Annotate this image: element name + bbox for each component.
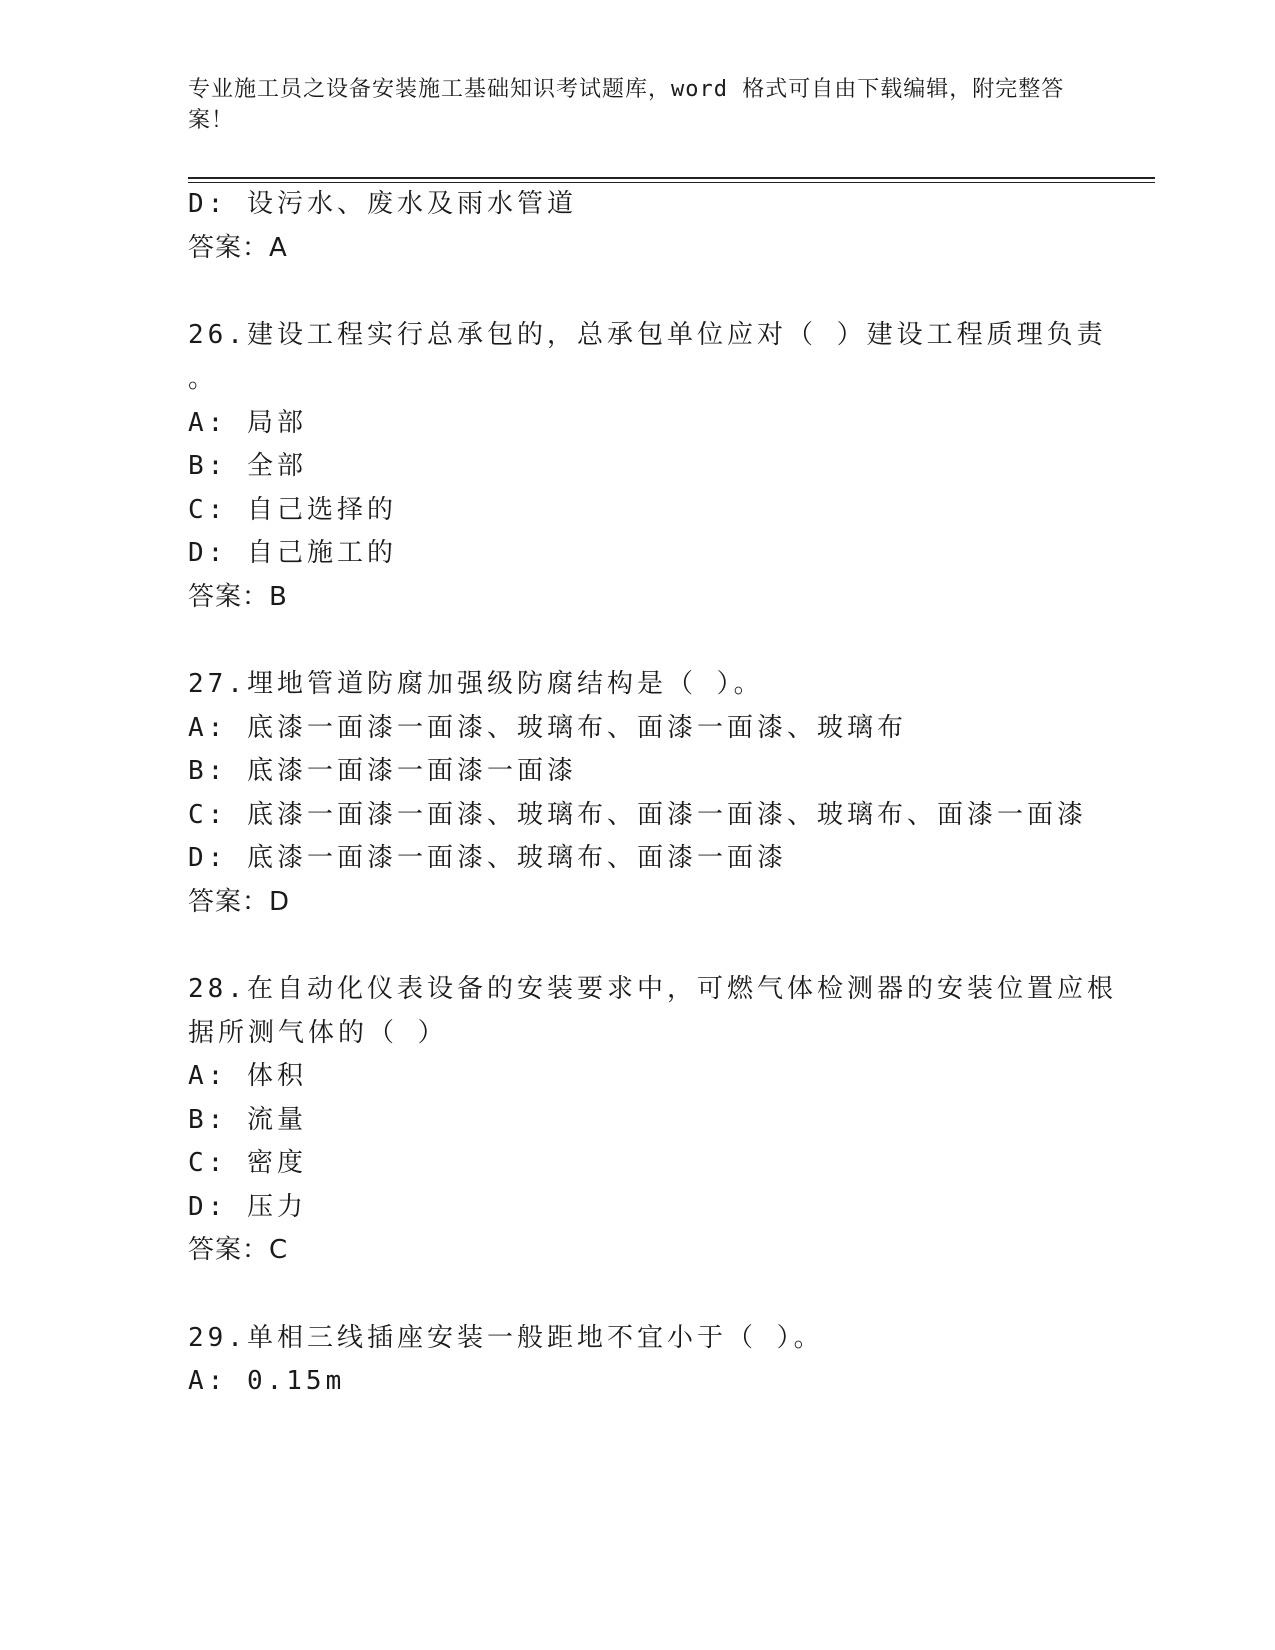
q26-option-c: C: 自己选择的 — [188, 495, 397, 525]
q28-question-line1: 28.在自动化仪表设备的安装要求中，可燃气体检测器的安装位置应根 — [188, 974, 1117, 1004]
q28-option-d: D: 压力 — [188, 1192, 307, 1222]
q26-option-d: D: 自己施工的 — [188, 538, 397, 568]
q26-answer: 答案：B — [188, 582, 288, 612]
q26-option-a: A: 局部 — [188, 408, 307, 438]
q25-answer: 答案：A — [188, 233, 288, 263]
q27-option-a: A: 底漆一面漆一面漆、玻璃布、面漆一面漆、玻璃布 — [188, 713, 907, 743]
q27-option-c: C: 底漆一面漆一面漆、玻璃布、面漆一面漆、玻璃布、面漆一面漆 — [188, 800, 1087, 830]
q26-option-b: B: 全部 — [188, 451, 307, 481]
q29-question: 29.单相三线插座安装一般距地不宜小于（ ）。 — [188, 1323, 824, 1353]
q28-option-a: A: 体积 — [188, 1061, 307, 1091]
q27-option-d: D: 底漆一面漆一面漆、玻璃布、面漆一面漆 — [188, 843, 787, 873]
document-header: 专业施工员之设备安装施工基础知识考试题库，word 格式可自由下载编辑，附完整答案！ — [188, 77, 1065, 133]
q26-question-line2: 。 — [188, 364, 219, 394]
header-divider-thin — [188, 182, 1155, 183]
header-divider-thick — [188, 177, 1155, 179]
q29-option-a: A: 0.15m — [188, 1366, 346, 1396]
q28-option-c: C: 密度 — [188, 1148, 307, 1178]
q26-question-line1: 26.建设工程实行总承包的，总承包单位应对（ ）建设工程质理负责 — [188, 320, 1107, 350]
q27-answer: 答案：D — [188, 887, 291, 917]
q28-answer: 答案：C — [188, 1235, 289, 1265]
q27-question: 27.埋地管道防腐加强级防腐结构是（ ）。 — [188, 669, 764, 699]
q27-option-b: B: 底漆一面漆一面漆一面漆 — [188, 756, 577, 786]
q28-option-b: B: 流量 — [188, 1105, 307, 1135]
q25-option-d: D: 设污水、废水及雨水管道 — [188, 189, 577, 219]
q28-question-line2: 据所测气体的（ ） — [188, 1018, 448, 1048]
